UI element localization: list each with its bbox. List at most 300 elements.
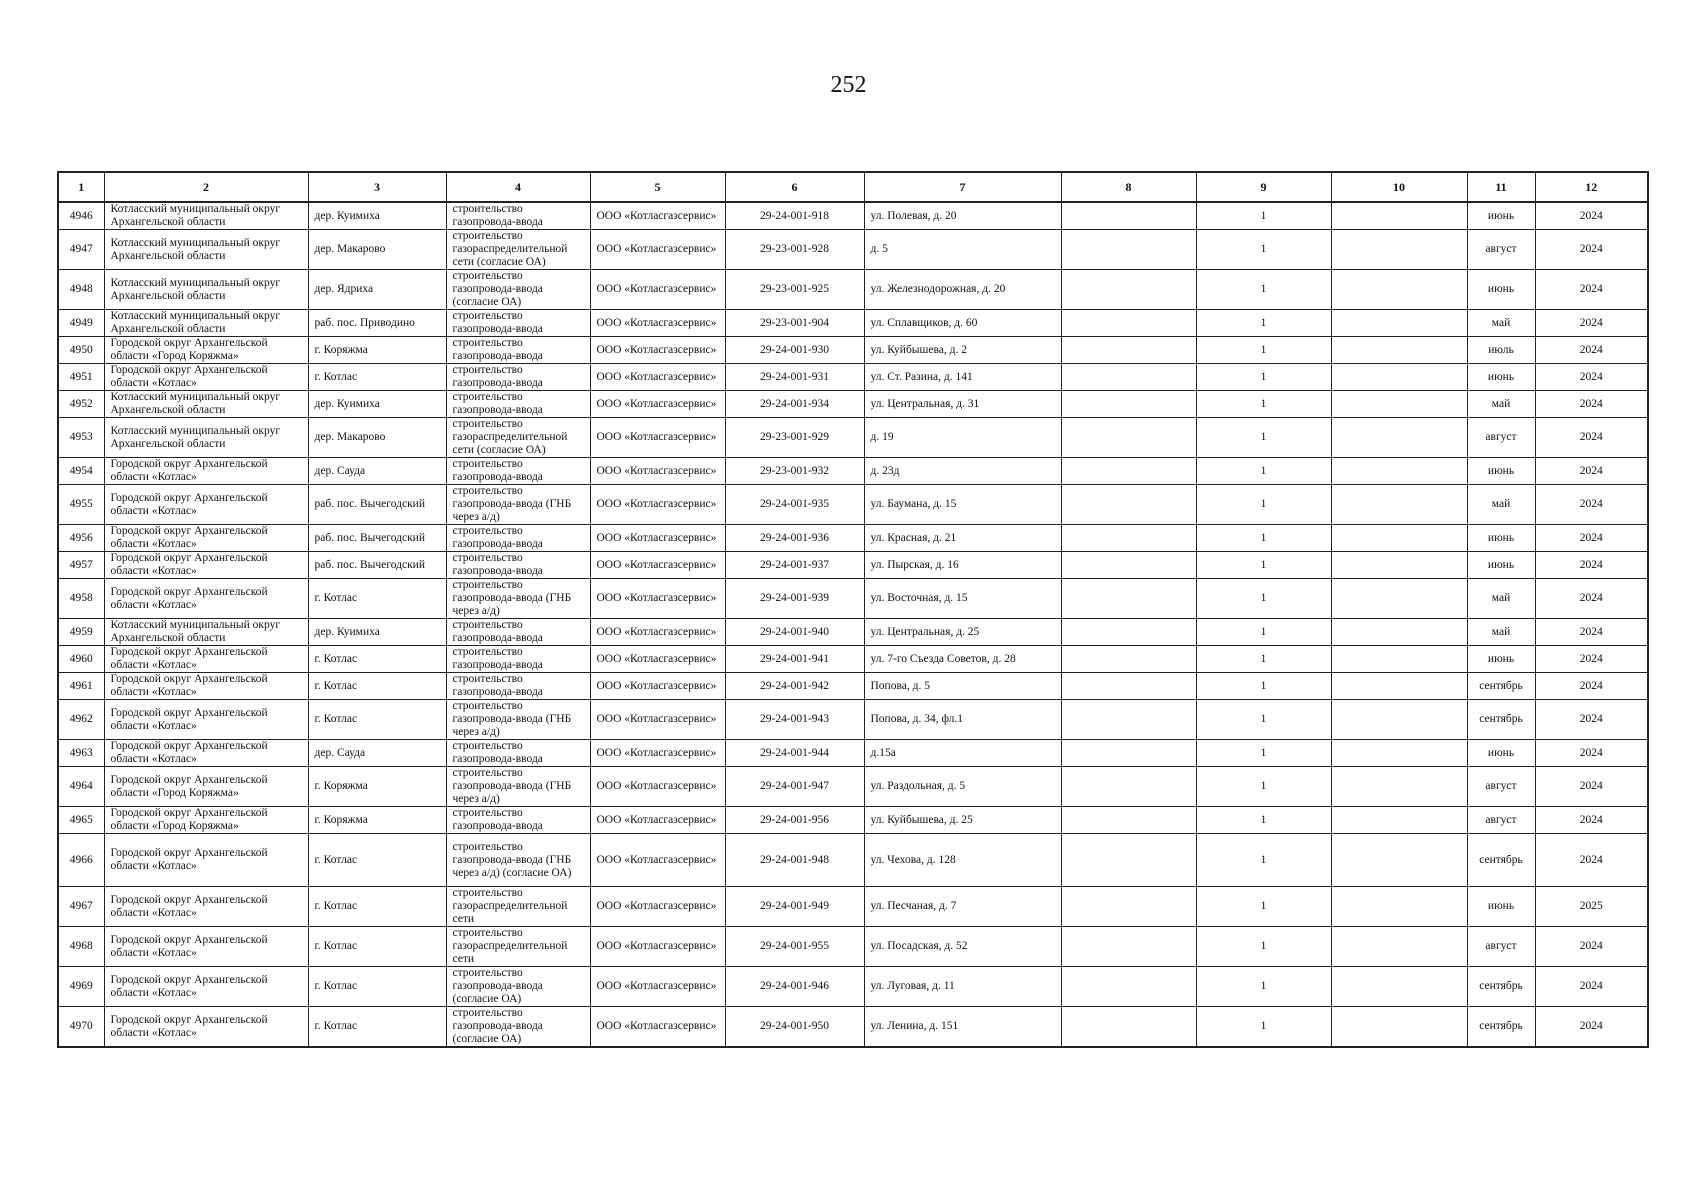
address-cell: д. 19	[864, 418, 1061, 458]
work-type-cell: строительство газопровода-ввода	[446, 552, 590, 579]
table-row	[58, 552, 1648, 579]
settlement-cell: г. Котлас	[308, 364, 446, 391]
month-cell: май	[1467, 579, 1535, 619]
object-code-cell: 29-24-001-941	[725, 646, 864, 673]
registry-table	[57, 171, 1649, 1048]
count-cell: 1	[1196, 619, 1331, 646]
organization-cell: ООО «Котласгазсервис»	[590, 337, 725, 364]
row-number: 4965	[58, 807, 104, 834]
year-cell: 2024	[1535, 1007, 1648, 1048]
work-type-cell: строительство газораспределительной сети (согласие ОА)	[446, 230, 590, 270]
count-cell: 1	[1196, 525, 1331, 552]
column-header-8: 8	[1061, 172, 1196, 202]
address-cell: ул. Пырская, д. 16	[864, 552, 1061, 579]
column-10-cell	[1331, 485, 1467, 525]
count-cell: 1	[1196, 337, 1331, 364]
column-8-cell	[1061, 310, 1196, 337]
object-code-cell: 29-24-001-944	[725, 740, 864, 767]
column-10-cell	[1331, 364, 1467, 391]
object-code-cell: 29-24-001-918	[725, 202, 864, 230]
count-cell: 1	[1196, 887, 1331, 927]
year-cell: 2024	[1535, 364, 1648, 391]
row-number: 4961	[58, 673, 104, 700]
table-row	[58, 202, 1648, 230]
year-cell: 2024	[1535, 310, 1648, 337]
count-cell: 1	[1196, 740, 1331, 767]
row-number: 4969	[58, 967, 104, 1007]
row-number: 4962	[58, 700, 104, 740]
district-cell: Городской округ Архангельской области «Котлас»	[104, 646, 308, 673]
year-cell: 2024	[1535, 458, 1648, 485]
table-row	[58, 337, 1648, 364]
settlement-cell: г. Котлас	[308, 700, 446, 740]
settlement-cell: г. Котлас	[308, 887, 446, 927]
object-code-cell: 29-23-001-929	[725, 418, 864, 458]
district-cell: Котласский муниципальный округ Архангельской области	[104, 418, 308, 458]
row-number: 4964	[58, 767, 104, 807]
work-type-cell: строительство газопровода-ввода (согласие ОА)	[446, 270, 590, 310]
object-code-cell: 29-24-001-948	[725, 834, 864, 887]
column-8-cell	[1061, 700, 1196, 740]
settlement-cell: г. Котлас	[308, 673, 446, 700]
organization-cell: ООО «Котласгазсервис»	[590, 673, 725, 700]
year-cell: 2024	[1535, 391, 1648, 418]
column-10-cell	[1331, 270, 1467, 310]
district-cell: Городской округ Архангельской области «Котлас»	[104, 887, 308, 927]
object-code-cell: 29-24-001-936	[725, 525, 864, 552]
column-8-cell	[1061, 230, 1196, 270]
table-row	[58, 967, 1648, 1007]
district-cell: Городской округ Архангельской области «Котлас»	[104, 834, 308, 887]
table-row	[58, 525, 1648, 552]
organization-cell: ООО «Котласгазсервис»	[590, 458, 725, 485]
column-10-cell	[1331, 767, 1467, 807]
year-cell: 2024	[1535, 646, 1648, 673]
row-number: 4953	[58, 418, 104, 458]
work-type-cell: строительство газопровода-ввода	[446, 310, 590, 337]
column-8-cell	[1061, 458, 1196, 485]
count-cell: 1	[1196, 364, 1331, 391]
table-row	[58, 927, 1648, 967]
row-number: 4960	[58, 646, 104, 673]
district-cell: Котласский муниципальный округ Архангельской области	[104, 230, 308, 270]
district-cell: Городской округ Архангельской области «Котлас»	[104, 1007, 308, 1048]
organization-cell: ООО «Котласгазсервис»	[590, 700, 725, 740]
table-row	[58, 485, 1648, 525]
table-row	[58, 418, 1648, 458]
address-cell: ул. Чехова, д. 128	[864, 834, 1061, 887]
district-cell: Городской округ Архангельской области «Город Коряжма»	[104, 767, 308, 807]
address-cell: д.15а	[864, 740, 1061, 767]
work-type-cell: строительство газопровода-ввода (ГНБ через а/д)	[446, 767, 590, 807]
month-cell: май	[1467, 391, 1535, 418]
address-cell: ул. Красная, д. 21	[864, 525, 1061, 552]
settlement-cell: дер. Сауда	[308, 740, 446, 767]
settlement-cell: г. Котлас	[308, 967, 446, 1007]
district-cell: Городской округ Архангельской области «Город Коряжма»	[104, 807, 308, 834]
organization-cell: ООО «Котласгазсервис»	[590, 927, 725, 967]
row-number: 4952	[58, 391, 104, 418]
work-type-cell: строительство газопровода-ввода	[446, 740, 590, 767]
row-number: 4957	[58, 552, 104, 579]
month-cell: июнь	[1467, 458, 1535, 485]
address-cell: ул. Железнодорожная, д. 20	[864, 270, 1061, 310]
count-cell: 1	[1196, 458, 1331, 485]
object-code-cell: 29-23-001-925	[725, 270, 864, 310]
month-cell: сентябрь	[1467, 967, 1535, 1007]
address-cell: ул. Куйбышева, д. 25	[864, 807, 1061, 834]
column-8-cell	[1061, 1007, 1196, 1048]
year-cell: 2024	[1535, 418, 1648, 458]
column-header-5: 5	[590, 172, 725, 202]
address-cell: ул. Ст. Разина, д. 141	[864, 364, 1061, 391]
row-number: 4954	[58, 458, 104, 485]
month-cell: июнь	[1467, 364, 1535, 391]
district-cell: Котласский муниципальный округ Архангельской области	[104, 270, 308, 310]
table-row	[58, 230, 1648, 270]
month-cell: август	[1467, 230, 1535, 270]
table-row	[58, 458, 1648, 485]
count-cell: 1	[1196, 391, 1331, 418]
object-code-cell: 29-23-001-904	[725, 310, 864, 337]
settlement-cell: раб. пос. Вычегодский	[308, 552, 446, 579]
column-10-cell	[1331, 391, 1467, 418]
row-number: 4951	[58, 364, 104, 391]
column-10-cell	[1331, 700, 1467, 740]
month-cell: июнь	[1467, 270, 1535, 310]
count-cell: 1	[1196, 310, 1331, 337]
count-cell: 1	[1196, 967, 1331, 1007]
work-type-cell: строительство газораспределительной сети	[446, 887, 590, 927]
count-cell: 1	[1196, 1007, 1331, 1048]
district-cell: Котласский муниципальный округ Архангельской области	[104, 391, 308, 418]
month-cell: сентябрь	[1467, 700, 1535, 740]
year-cell: 2024	[1535, 337, 1648, 364]
count-cell: 1	[1196, 927, 1331, 967]
table-row	[58, 646, 1648, 673]
row-number: 4958	[58, 579, 104, 619]
table-row	[58, 270, 1648, 310]
row-number: 4959	[58, 619, 104, 646]
column-8-cell	[1061, 967, 1196, 1007]
work-type-cell: строительство газопровода-ввода	[446, 619, 590, 646]
work-type-cell: строительство газопровода-ввода	[446, 391, 590, 418]
row-number: 4950	[58, 337, 104, 364]
organization-cell: ООО «Котласгазсервис»	[590, 552, 725, 579]
table-row	[58, 700, 1648, 740]
district-cell: Городской округ Архангельской области «Котлас»	[104, 673, 308, 700]
column-header-2: 2	[104, 172, 308, 202]
month-cell: май	[1467, 619, 1535, 646]
district-cell: Городской округ Архангельской области «Котлас»	[104, 700, 308, 740]
column-10-cell	[1331, 202, 1467, 230]
count-cell: 1	[1196, 700, 1331, 740]
year-cell: 2024	[1535, 485, 1648, 525]
count-cell: 1	[1196, 807, 1331, 834]
work-type-cell: строительство газопровода-ввода (согласие ОА)	[446, 967, 590, 1007]
district-cell: Городской округ Архангельской области «Котлас»	[104, 927, 308, 967]
month-cell: сентябрь	[1467, 673, 1535, 700]
year-cell: 2024	[1535, 525, 1648, 552]
work-type-cell: строительство газопровода-ввода	[446, 807, 590, 834]
settlement-cell: раб. пос. Вычегодский	[308, 485, 446, 525]
object-code-cell: 29-24-001-956	[725, 807, 864, 834]
year-cell: 2024	[1535, 230, 1648, 270]
organization-cell: ООО «Котласгазсервис»	[590, 1007, 725, 1048]
district-cell: Городской округ Архангельской области «Котлас»	[104, 579, 308, 619]
work-type-cell: строительство газопровода-ввода	[446, 364, 590, 391]
row-number: 4948	[58, 270, 104, 310]
district-cell: Городской округ Архангельской области «Котлас»	[104, 740, 308, 767]
work-type-cell: строительство газопровода-ввода	[446, 202, 590, 230]
object-code-cell: 29-24-001-940	[725, 619, 864, 646]
month-cell: сентябрь	[1467, 1007, 1535, 1048]
count-cell: 1	[1196, 834, 1331, 887]
count-cell: 1	[1196, 552, 1331, 579]
column-8-cell	[1061, 740, 1196, 767]
work-type-cell: строительство газопровода-ввода (согласие ОА)	[446, 1007, 590, 1048]
address-cell: ул. Ленина, д. 151	[864, 1007, 1061, 1048]
organization-cell: ООО «Котласгазсервис»	[590, 887, 725, 927]
year-cell: 2024	[1535, 552, 1648, 579]
column-8-cell	[1061, 767, 1196, 807]
organization-cell: ООО «Котласгазсервис»	[590, 391, 725, 418]
organization-cell: ООО «Котласгазсервис»	[590, 310, 725, 337]
header-row	[58, 172, 1648, 202]
work-type-cell: строительство газопровода-ввода (ГНБ через а/д)	[446, 485, 590, 525]
work-type-cell: строительство газопровода-ввода	[446, 337, 590, 364]
month-cell: июнь	[1467, 552, 1535, 579]
column-10-cell	[1331, 230, 1467, 270]
year-cell: 2024	[1535, 673, 1648, 700]
district-cell: Городской округ Архангельской области «Котлас»	[104, 552, 308, 579]
object-code-cell: 29-24-001-942	[725, 673, 864, 700]
year-cell: 2025	[1535, 887, 1648, 927]
row-number: 4956	[58, 525, 104, 552]
row-number: 4967	[58, 887, 104, 927]
year-cell: 2024	[1535, 967, 1648, 1007]
organization-cell: ООО «Котласгазсервис»	[590, 740, 725, 767]
column-10-cell	[1331, 740, 1467, 767]
address-cell: ул. Куйбышева, д. 2	[864, 337, 1061, 364]
month-cell: август	[1467, 418, 1535, 458]
year-cell: 2024	[1535, 834, 1648, 887]
organization-cell: ООО «Котласгазсервис»	[590, 485, 725, 525]
column-8-cell	[1061, 619, 1196, 646]
table-row	[58, 767, 1648, 807]
organization-cell: ООО «Котласгазсервис»	[590, 967, 725, 1007]
table-row	[58, 310, 1648, 337]
organization-cell: ООО «Котласгазсервис»	[590, 807, 725, 834]
year-cell: 2024	[1535, 619, 1648, 646]
column-8-cell	[1061, 834, 1196, 887]
year-cell: 2024	[1535, 807, 1648, 834]
column-8-cell	[1061, 364, 1196, 391]
object-code-cell: 29-24-001-934	[725, 391, 864, 418]
table-row	[58, 807, 1648, 834]
table-row	[58, 619, 1648, 646]
year-cell: 2024	[1535, 740, 1648, 767]
district-cell: Городской округ Архангельской области «Котлас»	[104, 525, 308, 552]
work-type-cell: строительство газораспределительной сети (согласие ОА)	[446, 418, 590, 458]
organization-cell: ООО «Котласгазсервис»	[590, 230, 725, 270]
settlement-cell: г. Котлас	[308, 646, 446, 673]
district-cell: Городской округ Архангельской области «Котлас»	[104, 967, 308, 1007]
work-type-cell: строительство газопровода-ввода (ГНБ через а/д) (согласие ОА)	[446, 834, 590, 887]
settlement-cell: дер. Куимиха	[308, 202, 446, 230]
column-8-cell	[1061, 418, 1196, 458]
settlement-cell: г. Коряжма	[308, 807, 446, 834]
row-number: 4963	[58, 740, 104, 767]
month-cell: июнь	[1467, 202, 1535, 230]
count-cell: 1	[1196, 202, 1331, 230]
month-cell: август	[1467, 927, 1535, 967]
column-8-cell	[1061, 525, 1196, 552]
count-cell: 1	[1196, 418, 1331, 458]
column-10-cell	[1331, 927, 1467, 967]
year-cell: 2024	[1535, 202, 1648, 230]
table-row	[58, 1007, 1648, 1048]
row-number: 4947	[58, 230, 104, 270]
column-10-cell	[1331, 310, 1467, 337]
table-row	[58, 673, 1648, 700]
column-10-cell	[1331, 1007, 1467, 1048]
address-cell: ул. Полевая, д. 20	[864, 202, 1061, 230]
year-cell: 2024	[1535, 927, 1648, 967]
table-row	[58, 579, 1648, 619]
organization-cell: ООО «Котласгазсервис»	[590, 834, 725, 887]
district-cell: Котласский муниципальный округ Архангельской области	[104, 619, 308, 646]
column-8-cell	[1061, 807, 1196, 834]
work-type-cell: строительство газопровода-ввода	[446, 673, 590, 700]
work-type-cell: строительство газораспределительной сети	[446, 927, 590, 967]
organization-cell: ООО «Котласгазсервис»	[590, 364, 725, 391]
district-cell: Котласский муниципальный округ Архангельской области	[104, 310, 308, 337]
column-8-cell	[1061, 579, 1196, 619]
column-10-cell	[1331, 834, 1467, 887]
district-cell: Городской округ Архангельской области «Котлас»	[104, 485, 308, 525]
settlement-cell: г. Котлас	[308, 1007, 446, 1048]
object-code-cell: 29-24-001-939	[725, 579, 864, 619]
column-8-cell	[1061, 646, 1196, 673]
address-cell: ул. Восточная, д. 15	[864, 579, 1061, 619]
table-row	[58, 887, 1648, 927]
address-cell: ул. Песчаная, д. 7	[864, 887, 1061, 927]
month-cell: июнь	[1467, 525, 1535, 552]
object-code-cell: 29-24-001-931	[725, 364, 864, 391]
object-code-cell: 29-24-001-935	[725, 485, 864, 525]
page-number: 252	[830, 72, 867, 98]
district-cell: Котласский муниципальный округ Архангельской области	[104, 202, 308, 230]
organization-cell: ООО «Котласгазсервис»	[590, 202, 725, 230]
settlement-cell: дер. Макарово	[308, 230, 446, 270]
column-header-7: 7	[864, 172, 1061, 202]
year-cell: 2024	[1535, 270, 1648, 310]
settlement-cell: дер. Ядриха	[308, 270, 446, 310]
month-cell: август	[1467, 807, 1535, 834]
organization-cell: ООО «Котласгазсервис»	[590, 619, 725, 646]
table-body	[58, 202, 1648, 1047]
table-row	[58, 364, 1648, 391]
row-number: 4966	[58, 834, 104, 887]
month-cell: июнь	[1467, 646, 1535, 673]
settlement-cell: дер. Куимиха	[308, 391, 446, 418]
column-8-cell	[1061, 673, 1196, 700]
row-number: 4970	[58, 1007, 104, 1048]
organization-cell: ООО «Котласгазсервис»	[590, 418, 725, 458]
work-type-cell: строительство газопровода-ввода (ГНБ через а/д)	[446, 700, 590, 740]
address-cell: ул. 7-го Съезда Советов, д. 28	[864, 646, 1061, 673]
settlement-cell: раб. пос. Вычегодский	[308, 525, 446, 552]
column-10-cell	[1331, 619, 1467, 646]
object-code-cell: 29-24-001-930	[725, 337, 864, 364]
count-cell: 1	[1196, 270, 1331, 310]
organization-cell: ООО «Котласгазсервис»	[590, 579, 725, 619]
month-cell: июнь	[1467, 740, 1535, 767]
district-cell: Городской округ Архангельской области «Город Коряжма»	[104, 337, 308, 364]
address-cell: Попова, д. 34, фл.1	[864, 700, 1061, 740]
address-cell: ул. Луговая, д. 11	[864, 967, 1061, 1007]
column-10-cell	[1331, 418, 1467, 458]
column-10-cell	[1331, 887, 1467, 927]
object-code-cell: 29-24-001-949	[725, 887, 864, 927]
organization-cell: ООО «Котласгазсервис»	[590, 270, 725, 310]
column-header-4: 4	[446, 172, 590, 202]
column-header-12: 12	[1535, 172, 1648, 202]
column-10-cell	[1331, 807, 1467, 834]
column-header-10: 10	[1331, 172, 1467, 202]
address-cell: ул. Центральная, д. 25	[864, 619, 1061, 646]
count-cell: 1	[1196, 579, 1331, 619]
address-cell: ул. Посадская, д. 52	[864, 927, 1061, 967]
row-number: 4946	[58, 202, 104, 230]
column-8-cell	[1061, 391, 1196, 418]
month-cell: май	[1467, 310, 1535, 337]
column-10-cell	[1331, 646, 1467, 673]
column-header-1: 1	[58, 172, 104, 202]
object-code-cell: 29-24-001-943	[725, 700, 864, 740]
column-header-6: 6	[725, 172, 864, 202]
count-cell: 1	[1196, 646, 1331, 673]
count-cell: 1	[1196, 230, 1331, 270]
year-cell: 2024	[1535, 579, 1648, 619]
object-code-cell: 29-24-001-946	[725, 967, 864, 1007]
row-number: 4955	[58, 485, 104, 525]
column-header-3: 3	[308, 172, 446, 202]
column-10-cell	[1331, 579, 1467, 619]
count-cell: 1	[1196, 767, 1331, 807]
year-cell: 2024	[1535, 700, 1648, 740]
settlement-cell: г. Котлас	[308, 834, 446, 887]
count-cell: 1	[1196, 673, 1331, 700]
object-code-cell: 29-24-001-950	[725, 1007, 864, 1048]
settlement-cell: раб. пос. Приводино	[308, 310, 446, 337]
address-cell: Попова, д. 5	[864, 673, 1061, 700]
table-row	[58, 740, 1648, 767]
month-cell: сентябрь	[1467, 834, 1535, 887]
month-cell: май	[1467, 485, 1535, 525]
settlement-cell: г. Котлас	[308, 579, 446, 619]
year-cell: 2024	[1535, 767, 1648, 807]
address-cell: ул. Баумана, д. 15	[864, 485, 1061, 525]
settlement-cell: дер. Сауда	[308, 458, 446, 485]
work-type-cell: строительство газопровода-ввода	[446, 458, 590, 485]
column-8-cell	[1061, 202, 1196, 230]
month-cell: июль	[1467, 337, 1535, 364]
column-10-cell	[1331, 673, 1467, 700]
work-type-cell: строительство газопровода-ввода (ГНБ через а/д)	[446, 579, 590, 619]
month-cell: июнь	[1467, 887, 1535, 927]
